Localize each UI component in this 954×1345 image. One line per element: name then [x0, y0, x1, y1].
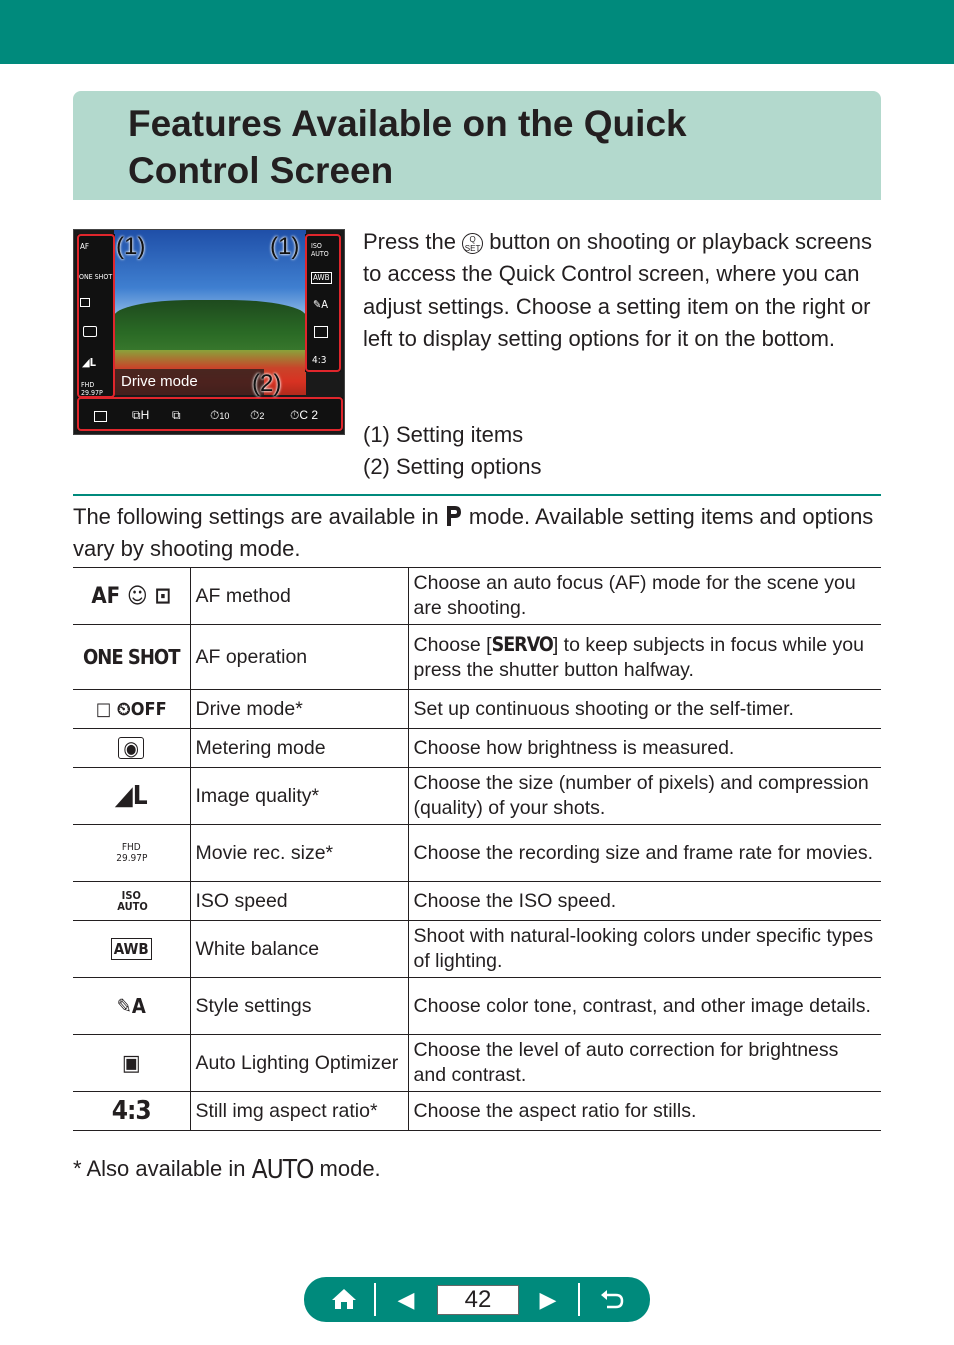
home-button[interactable] [322, 1277, 366, 1322]
title-box [73, 91, 881, 200]
home-icon [331, 1287, 357, 1311]
intro-text: Press the Q SET button on shooting or playback screens to access the Quick Control screen, where you can adjust settings. Choose a setting item on the right or left to display setting options for it on the bottom. [363, 229, 872, 351]
left-item-one-shot: ONE SHOT [79, 273, 113, 281]
table-desc: Shoot with natural-looking colors under specific types of lighting. [408, 921, 881, 978]
page-navigation [304, 1277, 650, 1322]
table-row [73, 882, 881, 921]
table-desc: Choose the level of auto correction for brightness and contrast. [408, 1035, 881, 1092]
page-number: 42 [437, 1285, 519, 1315]
table-row [73, 568, 881, 625]
back-icon [599, 1289, 625, 1311]
option-timer-10-icon: ⏱10 [210, 408, 230, 422]
table-row [73, 768, 881, 825]
title-line-1: Features Available on the Quick [128, 103, 687, 144]
table-desc: Set up continuous shooting or the self-timer. [408, 690, 881, 729]
table-item: Still img aspect ratio* [190, 1092, 408, 1131]
option-timer-custom-icon: ⏱C 2 [290, 408, 319, 422]
prev-arrow-icon: ◀ [397, 1287, 415, 1312]
callout-1-left: (1) [116, 233, 146, 260]
prev-page-button[interactable] [384, 1277, 428, 1322]
title-line-2: Control Screen [128, 150, 394, 191]
table-item: Image quality* [190, 768, 408, 825]
table-item: Auto Lighting Optimizer [190, 1035, 408, 1092]
section-divider [73, 494, 881, 496]
bottom-row-highlight [77, 397, 343, 431]
table-item: Metering mode [190, 729, 408, 768]
auto-lighting-optimizer-icon: ▣ [73, 1035, 190, 1092]
settings-table [73, 567, 881, 1131]
table-row [73, 1092, 881, 1131]
option-low-speed-icon: ⧉ [172, 408, 181, 422]
image-quality-icon: ◢L [73, 768, 190, 825]
drive-mode-caption: Drive mode [114, 369, 264, 395]
table-item: ISO speed [190, 882, 408, 921]
mode-paragraph: The following settings are available in mode. Available setting items and options vary by shooting mode. [73, 504, 874, 562]
servo-icon: SERVO [491, 632, 553, 656]
table-desc: Choose the size (number of pixels) and compression (quality) of your shots. [408, 768, 881, 825]
table-row [73, 729, 881, 768]
nav-separator [578, 1283, 580, 1316]
q-set-button-icon: Q SET [462, 233, 483, 254]
table-desc: Choose [SERVO] to keep subjects in focus while you press the shutter button halfway. [408, 625, 881, 690]
left-column-highlight [77, 234, 115, 398]
next-page-button[interactable] [526, 1277, 570, 1322]
table-row [73, 825, 881, 882]
drive-mode-icon: □ ⏲OFF [73, 690, 190, 729]
nav-separator [374, 1283, 376, 1316]
right-item-iso: ISO AUTO [311, 242, 329, 258]
table-row [73, 690, 881, 729]
table-item: Drive mode* [190, 690, 408, 729]
legend-setting-items: (1) Setting items [363, 422, 524, 447]
movie-size-icon: FHD 29.97P [73, 825, 190, 882]
callout-1-right: (1) [270, 233, 300, 260]
table-item: Movie rec. size* [190, 825, 408, 882]
table-row [73, 978, 881, 1035]
aspect-ratio-icon: 4:3 [73, 1092, 190, 1131]
iso-auto-icon: ISO AUTO [73, 882, 190, 921]
table-desc: Choose the aspect ratio for stills. [408, 1092, 881, 1131]
af-method-icon: AF ☺ ⊡ [73, 568, 190, 625]
legend-setting-options: (2) Setting options [363, 454, 542, 479]
intro-legend [363, 419, 542, 483]
footnote: * Also available in AUTO mode. [73, 1155, 381, 1185]
table-item: AF operation [190, 625, 408, 690]
one-shot-icon: ONE SHOT [73, 625, 190, 690]
page-title [128, 100, 828, 194]
table-desc: Choose how brightness is measured. [408, 729, 881, 768]
auto-mode-icon: AUTO [251, 1155, 314, 1185]
callout-2: (2) [252, 370, 282, 397]
table-item: White balance [190, 921, 408, 978]
right-item-style-icon: ✎A [313, 298, 329, 311]
table-item: Style settings [190, 978, 408, 1035]
awb-icon: AWB [73, 921, 190, 978]
right-item-awb: AWB [313, 273, 330, 282]
table-row [73, 1035, 881, 1092]
left-item-movie-size: FHD 29.97P [81, 381, 103, 397]
quick-control-screen-illustration [73, 229, 345, 435]
picture-style-icon: ✎A [73, 978, 190, 1035]
next-arrow-icon: ▶ [539, 1287, 557, 1312]
left-item-quality-icon: ◢L [82, 356, 96, 369]
table-desc: Choose the recording size and frame rate for movies. [408, 825, 881, 882]
table-desc: Choose color tone, contrast, and other image details. [408, 978, 881, 1035]
right-column-highlight [305, 234, 341, 372]
left-item-af: AF [80, 242, 90, 251]
table-row [73, 921, 881, 978]
table-row [73, 625, 881, 690]
metering-icon: ◉ [73, 729, 190, 768]
top-bar [0, 0, 954, 64]
right-item-aspect: 4:3 [312, 355, 327, 366]
p-mode-icon [445, 504, 463, 528]
table-item: AF method [190, 568, 408, 625]
back-button[interactable] [590, 1277, 634, 1322]
option-timer-2-icon: ⏱2 [250, 408, 265, 422]
table-desc: Choose the ISO speed. [408, 882, 881, 921]
option-high-speed-icon: ⧉H [132, 408, 150, 422]
trees-area [114, 300, 306, 355]
table-desc: Choose an auto focus (AF) mode for the scene you are shooting. [408, 568, 881, 625]
